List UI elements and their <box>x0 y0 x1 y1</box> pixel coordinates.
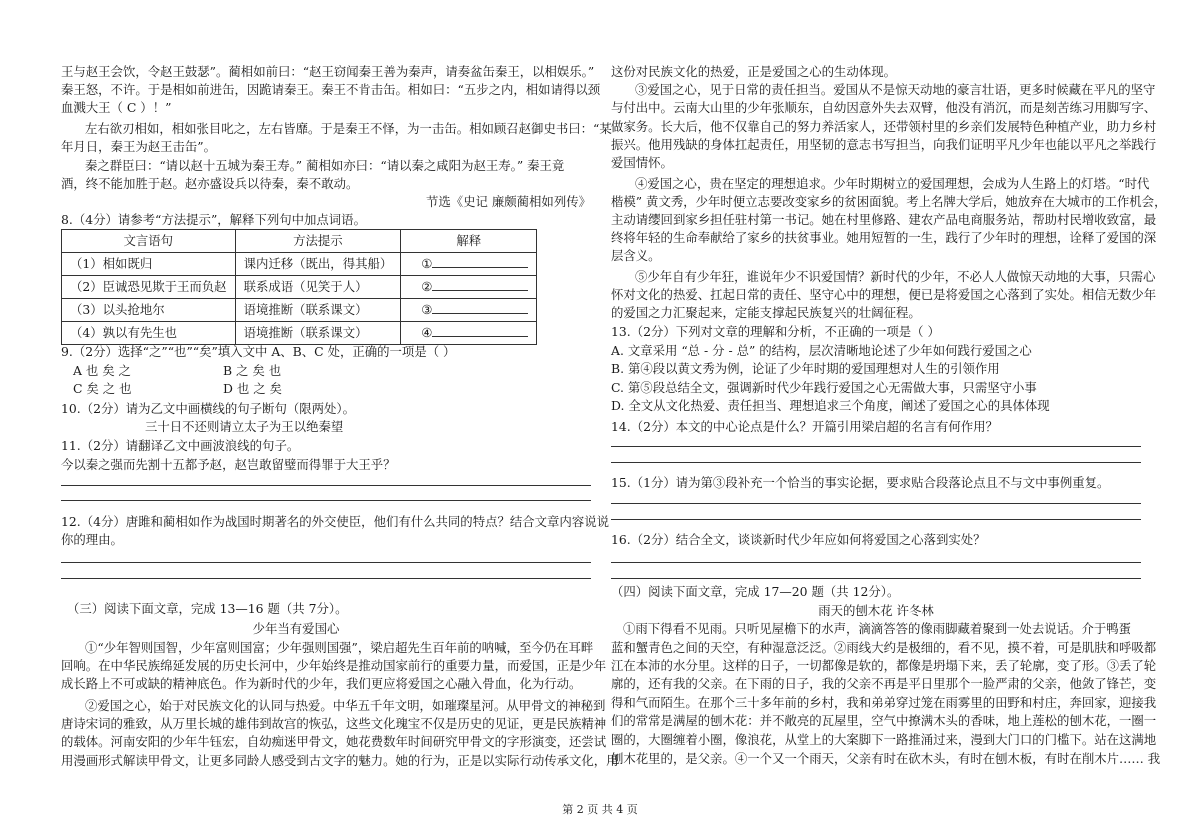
section-4-heading: （四）阅读下面文章，完成 17—20 题（共 12分）。 <box>611 584 900 599</box>
answer-cell[interactable] <box>401 253 537 276</box>
section-3-heading: （三）阅读下面文章，完成 13—16 题（共 7分）。 <box>67 601 348 616</box>
passage-line: ①雨下得看不见雨。只听见屋檐下的水声，滴滴答答的像雨脚藏着聚到一处去说话。介于鸭蛋 <box>623 621 1132 636</box>
question-11-sentence: 今以秦之强而先割十五都予赵，赵岂敢留璧而得罪于大王乎？ <box>61 457 396 472</box>
passage-line: 廓的，还有我的父亲。在下雨的日子，我的父亲不再是平日里那个一脸严肃的父亲，他敛了锋芒，变 <box>611 676 1157 691</box>
passage-line: 层含义。 <box>611 248 661 263</box>
passage-line: 江在本沛的水分里。这样的日子，一切都像是软的，都像是坍塌下来，丢了轮廓，变了形。③丢了轮 <box>611 658 1157 673</box>
passage-line: ⑤少年自有少年狂，谁说年少不识爱国情？新时代的少年，不必人人做惊天动地的大事，只需心 <box>635 269 1156 284</box>
option-b: B. 第④段以黄文秀为例，论证了少年时期的爱国理想对人生的引领作用 <box>611 361 1000 376</box>
question-12: 你的理由。 <box>61 532 123 547</box>
passage-line: 秦王怒，不许。于是相如前进缶，因跪请秦王。秦王不肯击缶。相如曰：“五步之内，相如请得以颈 <box>61 82 601 97</box>
answer-cell[interactable] <box>401 322 537 345</box>
answer-line[interactable] <box>611 462 1141 463</box>
article-title: 雨天的刨木花 许冬林 <box>818 603 934 618</box>
answer-number: ③ <box>421 302 433 317</box>
table-header-cell: 解释 <box>401 230 537 253</box>
question-12: 12.（4分）唐雎和蔺相如作为战国时期著名的外交使臣，他们有什么共同的特点？结合文章内容说说 <box>61 514 609 529</box>
passage-line: ①“少年智则国智，少年富则国富；少年强则国强”，梁启超先生百年前的呐喊，至今仍在耳畔 <box>85 640 594 655</box>
answer-cell[interactable] <box>401 276 537 299</box>
question-8: 8.（4分）请参考“方法提示”，解释下列句中加点词语。 <box>61 212 366 227</box>
table-cell: 课内迁移（既出，得其船） <box>235 253 401 276</box>
passage-line: 左右欲刃相如，相如张目叱之，左右皆靡。于是秦王不怿，为一击缶。相如顾召赵御史书曰：“某 <box>85 121 612 136</box>
table-header-cell: 方法提示 <box>235 230 401 253</box>
passage-line: 终将年轻的生命奉献给了家乡的扶贫事业。她用短暂的一生，践行了少年时的理想，诠释了爱国的深 <box>611 230 1157 245</box>
passage-line: 刨木花里的，是父亲。④一个又一个雨天，父亲有时在砍木头，有时在刨木板，有时在削木片…… 我 <box>611 751 1161 766</box>
passage-line: 唐诗宋词的雅致，从万里长城的雄伟到故宫的恢弘，这些文化瑰宝不仅是历史的见证，更是民族精神 <box>61 716 607 731</box>
question-11: 11.（2分）请翻译乙文中画波浪线的句子。 <box>61 438 300 453</box>
answer-line[interactable] <box>611 562 1141 563</box>
table-cell: 联系成语（见笑于人） <box>235 276 401 299</box>
answer-blank[interactable] <box>432 278 528 291</box>
passage-line: ④爱国之心，贵在坚定的理想追求。少年时期树立的爱国理想，会成为人生路上的灯塔。“时代 <box>635 176 1150 191</box>
answer-blank[interactable] <box>432 301 528 314</box>
question-15: 15.（1分）请为第③段补充一个恰当的事实论据，要求贴合段落论点且不与文中事例重复。 <box>611 475 1110 490</box>
passage-line: 振兴。他用残缺的身体扛起责任，用坚韧的意志书写担当，向我们证明平凡少年也能以平凡之举践行 <box>611 137 1157 152</box>
passage-line: 与付出中。云南大山里的少年张顺东，自幼因意外失去双臂，他没有消沉，而是刻苦练习用脚写字、 <box>611 100 1157 115</box>
option-a: A 也 矣 之 <box>73 363 131 378</box>
answer-blank[interactable] <box>432 255 528 268</box>
passage-line: 怀对文化的热爱、扛起日常的责任、坚守心中的理想，便已是将爱国之心落到了实处。相信无数少年 <box>611 287 1157 302</box>
passage-line: ②爱国之心，始于对民族文化的认同与热爱。中华五千年文明，如璀璨星河。从甲骨文的神秘到 <box>85 698 606 713</box>
answer-line[interactable] <box>611 519 1141 520</box>
passage-line: 圈的，大圈缠着小圈，像浪花，从堂上的大案脚下一路推涌过来，漫到大门口的门槛下。站在这满地 <box>611 732 1157 747</box>
question-13: 13.（2分）下列对文章的理解和分析，不正确的一项是（ ） <box>611 324 940 339</box>
answer-cell[interactable] <box>401 299 537 322</box>
table-cell: 语境推断（联系课文） <box>235 299 401 322</box>
answer-line[interactable] <box>61 578 591 579</box>
option-a: A. 文章采用 “总 - 分 - 总” 的结构，层次清晰地论述了少年如何践行爱国之心 <box>611 343 1032 358</box>
option-c: C 矣 之 也 <box>73 381 132 396</box>
method-table <box>61 229 537 345</box>
table-row <box>62 276 537 299</box>
passage-line: ③爱国之心，见于日常的责任担当。爱国从不是惊天动地的豪言壮语，更多时候藏在平凡的坚守 <box>635 82 1156 97</box>
passage-line: 王与赵王会饮，令赵王鼓瑟”。蔺相如前曰：“赵王窃闻秦王善为秦声，请奏盆缶秦王，以相娱乐。” <box>61 64 595 79</box>
passage-line: 楷模” 黄文秀，少年时便立志要改变家乡的贫困面貌。考上名牌大学后，她放弃在大城市的工作机会， <box>611 194 1167 209</box>
question-14: 14.（2分）本文的中心论点是什么？开篇引用梁启超的名言有何作用？ <box>611 419 998 434</box>
question-9: 9.（2分）选择“之”“也”“矣”填入文中 A、B、C 处，正确的一项是（ ） <box>61 344 456 359</box>
article-title: 少年当有爱国心 <box>252 621 340 636</box>
answer-line[interactable] <box>611 446 1141 447</box>
passage-line: 这份对民族文化的热爱，正是爱国之心的生动体现。 <box>611 64 896 79</box>
passage-line: 秦之群臣曰：“请以赵十五城为秦王寿。” 蔺相如亦曰：“请以秦之咸阳为赵王寿。” 秦王竟 <box>85 158 565 173</box>
passage-line: 回响。在中华民族绵延发展的历史长河中，少年始终是推动国家前行的重要力量，而爱国，正是少年 <box>61 658 607 673</box>
answer-number: ① <box>421 256 433 271</box>
answer-blank[interactable] <box>432 324 528 337</box>
option-b: B 之 矣 也 <box>223 363 282 378</box>
source-citation: 节选《史记 廉颇蔺相如列传》 <box>425 194 591 209</box>
question-16: 16.（2分）结合全文，谈谈新时代少年应如何将爱国之心落到实处？ <box>611 532 986 547</box>
table-cell: 语境推断（联系课文） <box>235 322 401 345</box>
table-header-cell: 文言语句 <box>62 230 236 253</box>
passage-line: 主动请缨回到家乡担任驻村第一书记。她在村里修路、建农产品电商服务站，帮助村民增收致富，最 <box>611 212 1157 227</box>
passage-line: 蓝和蟹青色之间的天空，有种湿意泛泛。②雨线大约是极细的，看不见，摸不着，可是肌肤和呼吸都 <box>611 640 1157 655</box>
answer-line[interactable] <box>611 503 1141 504</box>
option-c: C. 第⑤段总结全文，强调新时代少年践行爱国之心无需做大事，只需坚守小事 <box>611 380 1037 395</box>
passage-line: 们的常常是满屋的刨木花：并不敞亮的瓦屋里，空气中撩满木头的香味，地上莲松的刨木花，一圈一 <box>611 713 1157 728</box>
answer-line[interactable] <box>61 500 591 501</box>
answer-number: ④ <box>421 325 433 340</box>
answer-line[interactable] <box>61 562 591 563</box>
table-row <box>62 322 537 345</box>
option-d: D 也 之 矣 <box>223 381 282 396</box>
passage-line: 用漫画形式解读甲骨文，让更多同龄人感受到古文字的魅力。她的行为，正是以实际行动传承文化，用 <box>61 753 619 768</box>
table-cell: （2）臣诚恐见欺于王而负赵 <box>62 276 236 299</box>
table-header-row <box>62 230 537 253</box>
option-d: D. 全文从文化热爱、责任担当、理想追求三个角度，阐述了爱国之心的具体体现 <box>611 398 1050 413</box>
answer-number: ② <box>421 279 433 294</box>
table-cell: （4）孰以有先生也 <box>62 322 236 345</box>
passage-line: 的爱国之力汇聚起来，定能支撑起民族复兴的壮阔征程。 <box>611 305 921 320</box>
passage-line: 成长路上不可或缺的精神底色。作为新时代的少年，我们更应将爱国之心融入骨血，化为行动。 <box>61 676 582 691</box>
passage-line: 做家务。长大后，他不仅靠自己的努力养活家人，还带领村里的乡亲们发展特色种植产业，助力乡村 <box>611 119 1157 134</box>
passage-line: 血溅大王（ C ）！” <box>61 100 172 115</box>
page-number: 第 2 页 共 4 页 <box>562 803 638 816</box>
passage-line: 酒，终不能加胜于赵。赵亦盛设兵以待秦，秦不敢动。 <box>61 176 359 191</box>
table-cell: （1）相如既归 <box>62 253 236 276</box>
passage-line: 年月日，秦王为赵王击缶”。 <box>61 139 217 154</box>
answer-line[interactable] <box>61 485 591 486</box>
passage-line: 爱国情怀。 <box>611 155 673 170</box>
table-row <box>62 253 537 276</box>
question-10-sentence: 三十日不还则请立太子为王以绝秦望 <box>145 419 344 434</box>
passage-line: 的载体。河南安阳的少年牛钰宏，自幼痴迷甲骨文，她花费数年时间研究甲骨文的字形演变，还尝试 <box>61 734 607 749</box>
table-row <box>62 299 537 322</box>
question-10: 10.（2分）请为乙文中画横线的句子断句（限两处）。 <box>61 401 355 416</box>
passage-line: 得和气而陌生。在那个三十多年前的乡村，我和弟弟穿过笼在雨雾里的田野和村庄，奔回家，迎接我 <box>611 695 1157 710</box>
table-cell: （3）以头抢地尔 <box>62 299 236 322</box>
answer-line[interactable] <box>611 578 1141 579</box>
